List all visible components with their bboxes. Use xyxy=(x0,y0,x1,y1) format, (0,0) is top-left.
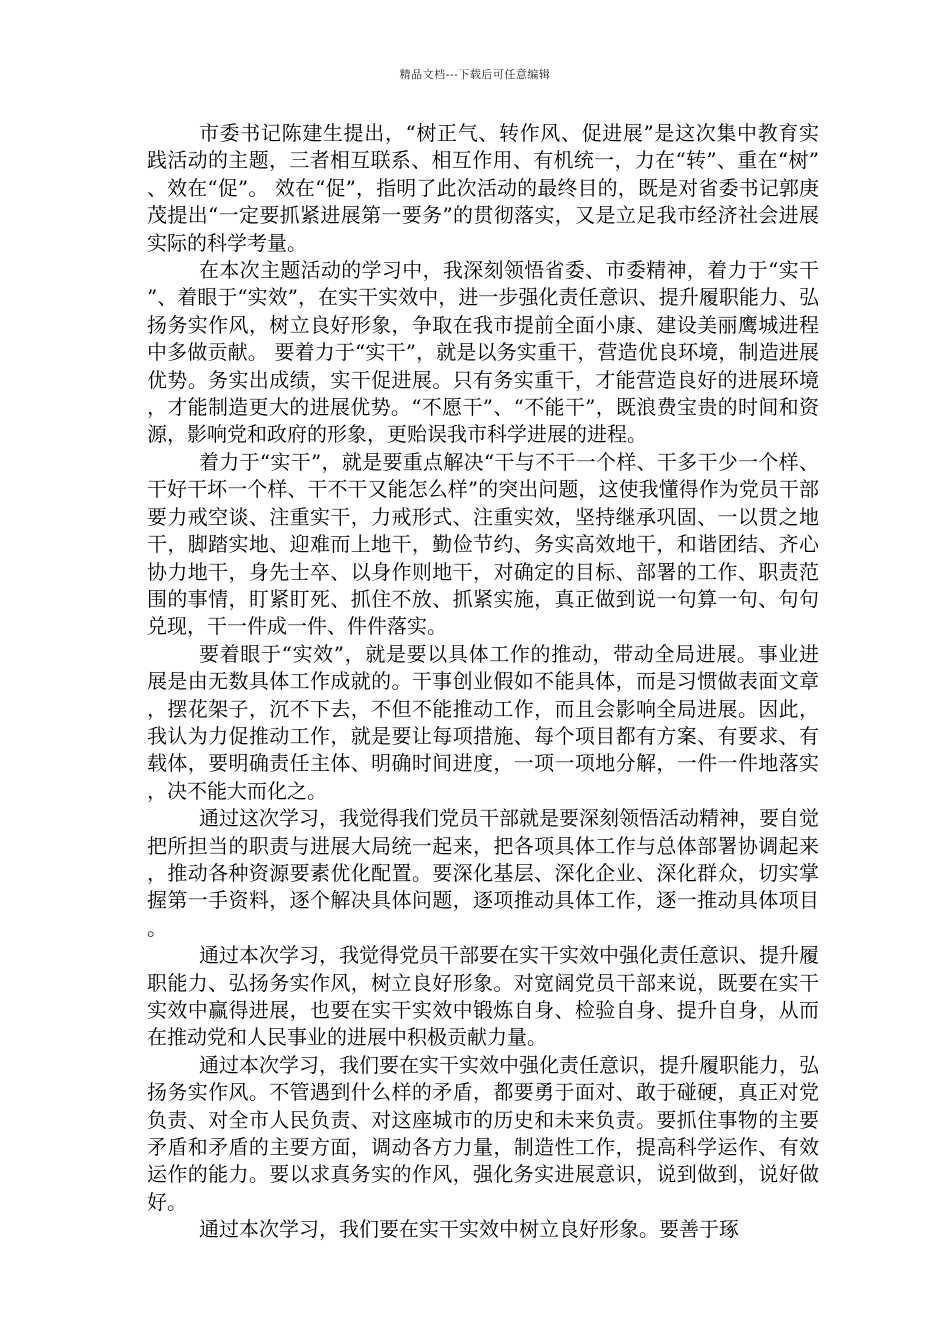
paragraph-8: 通过本次学习，我们要在实干实效中树立良好形象。要善于琢 xyxy=(199,1217,739,1242)
document-body xyxy=(147,120,819,1244)
paragraph-2: 在本次主题活动的学习中，我深刻领悟省委、市委精神，着力于“实干”、着眼于“实效”，在实干实效中，进一步强化责任意识、提升履职能力、弘扬务实作风，树立良好形象，争取在我市提前全面小康、建设美丽鹰城进程中多做贡献。 要着力于“实干”，就是以务实重干，营造优良环境，制造进展优势。务实出成绩，实干促进展。只有务实重干，才能营造良好的进展环境，才能制造更大的进展优势。“不愿干”、“不能干”，既浪费宝贵的时间和资源，影响党和政府的形象，更贻误我市科学进展的进程。 xyxy=(147,258,819,447)
paragraph-1: 市委书记陈建生提出，“树正气、转作风、促进展”是这次集中教育实践活动的主题，三者相互联系、相互作用、有机统一，力在“转”、重在“树”、效在“促”。 效在“促”，指明了此次活动的最终目的，既是对省委书记郭庚茂提出“一定要抓紧进展第一要务”的贯彻落实，又是立足我市经济社会进展实际的科学考量。 xyxy=(147,121,819,255)
paragraph-7: 通过本次学习，我们要在实干实效中强化责任意识，提升履职能力，弘扬务实作风。不管遇到什么样的矛盾，都要勇于面对、敢于碰硬，真正对党负责、对全市人民负责、对这座城市的历史和未来负责。要抓住事物的主要矛盾和矛盾的主要方面，调动各方力量，制造性工作，提高科学运作、有效运作的能力。要以求真务实的作风，强化务实进展意识，说到做到，说好做好。 xyxy=(147,1052,819,1214)
paragraph-3: 着力于“实干”，就是要重点解决“干与不干一个样、干多干少一个样、干好干坏一个样、干不干又能怎么样”的突出问题，这使我懂得作为党员干部要力戒空谈、注重实干，力戒形式、注重实效，坚持继承巩固、一以贯之地干，脚踏实地、迎难而上地干，勤俭节约、务实高效地干，和谐团结、齐心协力地干，身先士卒、以身作则地干，对确定的目标、部署的工作、职责范围的事情，盯紧盯死、抓住不放、抓紧实施，真正做到说一句算一句、句句兑现，干一件成一件、件件落实。 xyxy=(147,449,819,639)
paragraph-6: 通过本次学习，我觉得党员干部要在实干实效中强化责任意识、提升履职能力、弘扬务实作风，树立良好形象。对宽阔党员干部来说，既要在实干实效中赢得进展，也要在实干实效中锻炼自身、检验自身、提升自身，从而在推动党和人民事业的进展中积极贡献力量。 xyxy=(147,943,819,1050)
page-header: 精品文档---下载后可任意编辑 xyxy=(399,68,551,81)
paragraph-4: 要着眼于“实效”，就是要以具体工作的推动，带动全局进展。事业进展是由无数具体工作成就的。干事创业假如不能具体，而是习惯做表面文章，摆花架子，沉不下去，不但不能推动工作，而且会影响全局进展。因此，我认为力促推动工作，就是要让每项措施、每个项目都有方案、有要求、有载体，要明确责任主体、明确时间进度，一项一项地分解，一件一件地落实，决不能大而化之。 xyxy=(147,641,819,803)
paragraph-5: 通过这次学习，我觉得我们党员干部就是要深刻领悟活动精神，要自觉把所担当的职责与进展大局统一起来，把各项具体工作与总体部署协调起来，推动各种资源要素优化配置。要深化基层、深化企业、深化群众，切实掌握第一手资料，逐个解决具体问题，逐项推动具体工作，逐一推动具体项目。 xyxy=(147,806,819,940)
